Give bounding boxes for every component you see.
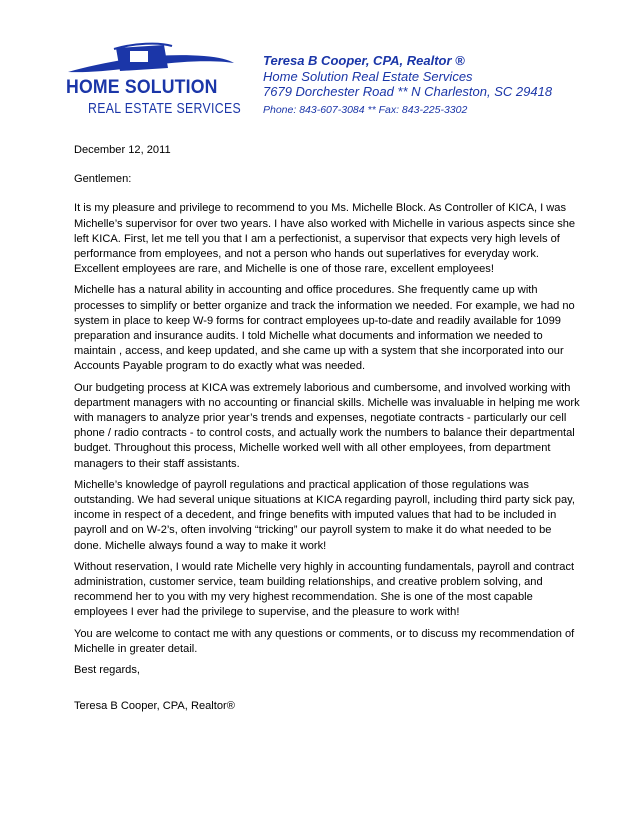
- letter-closing: Best regards,: [74, 664, 140, 677]
- logo-title: HOME SOLUTION: [66, 77, 218, 98]
- paragraph-line: Without reservation, I would rate Michelle very highly in accounting fundamentals, payroll and contract: [74, 560, 575, 573]
- paragraph-line: system in place to keep W-9 forms for contract employees up-to-date and readily available for 1099: [74, 314, 561, 327]
- paragraph-line: Our budgeting process at KICA was extremely laborious and cumbersome, and involved working with: [74, 381, 571, 394]
- paragraph-payroll: [74, 478, 574, 554]
- paragraph-intro: [74, 201, 574, 277]
- paragraph-line: done. Michelle always found a way to make it work!: [74, 539, 327, 552]
- letter-salutation: Gentlemen:: [74, 173, 132, 186]
- paragraph-line: processes to simplify or better organize and track the information we needed. For example, we had no: [74, 299, 575, 312]
- logo-subtitle: REAL ESTATE SERVICES: [88, 100, 242, 117]
- letter-body: [74, 143, 580, 721]
- paragraph-line: Michelle’s knowledge of payroll regulations and practical application of those regulations was: [74, 478, 529, 491]
- paragraph-line: Michelle’s supervisor for over two years. I have also worked with Michelle in various aspects since she: [74, 217, 576, 230]
- paragraph-line: Michelle has a natural ability in accounting and office procedures. She frequently came up with: [74, 284, 538, 297]
- paragraph-line: Michelle in greater detail.: [74, 642, 198, 655]
- paragraph-line: phone / radio contracts - to control costs, and actually work the numbers to balance their departmental: [74, 427, 575, 440]
- contact-company: Home Solution Real Estate Services: [263, 68, 473, 84]
- paragraph-line: recommend her to you with my very highest recommendation. She is one of the most capable: [74, 591, 533, 604]
- paragraph-line: employees I ever had the privilege to supervise, and the pleasure to work with!: [74, 606, 460, 619]
- paragraph-accounting: [74, 283, 574, 374]
- paragraph-recommendation: [74, 560, 574, 621]
- paragraph-line: payroll and on W-2’s, often involving “tricking” our payroll system to make it do what needed to be: [74, 524, 552, 537]
- letter-date: December 12, 2011: [74, 144, 171, 156]
- paragraph-line: You are welcome to contact me with any questions or comments, or to discuss my recommendation of: [74, 627, 575, 640]
- paragraph-line: preparation and insurance audits. I told Michelle what documents and information we needed to: [74, 330, 543, 343]
- contact-address: 7679 Dorchester Road ** N Charleston, SC 29418: [263, 84, 553, 99]
- contact-block: [263, 53, 552, 117]
- paragraph-line: It is my pleasure and privilege to recommend to you Ms. Michelle Block. As Controller of KICA, I was: [74, 202, 567, 215]
- paragraph-budgeting: [74, 381, 580, 472]
- paragraph-line: performance from employees, and not a person who hands out superlatives for everyday work.: [74, 248, 539, 261]
- paragraph-line: budget. Throughout this process, Michelle worked well with all other employees, from department: [74, 442, 551, 455]
- paragraph-contact: [74, 627, 574, 657]
- home-solution-logo: [64, 40, 242, 120]
- paragraph-line: outstanding. We had several unique situations at KICA regarding payroll, including third party sick pay,: [74, 494, 575, 507]
- paragraph-line: department managers with no accounting or financial skills. Michelle was invaluable in helping me work: [74, 396, 580, 409]
- contact-name: Teresa B Cooper, CPA, Realtor ®: [263, 53, 465, 68]
- house-logo-icon: [64, 40, 236, 82]
- contact-phone-fax: Phone: 843-607-3084 ** Fax: 843-225-3302: [263, 103, 468, 116]
- paragraph-line: income in respect of a decedent, and fringe benefits with imputed values that had to be included in: [74, 509, 557, 522]
- paragraph-line: administration, customer service, team building relationships, and creative problem solving, and: [74, 576, 543, 589]
- paragraph-line: left KICA. First, let me tell you that I am a perfectionist, a supervisor that expects very high levels of: [74, 232, 560, 245]
- paragraph-line: with managers to analyze prior year’s trends and expenses, negotiate contracts - particularly our cell: [74, 412, 567, 425]
- letter-signature: Teresa B Cooper, CPA, Realtor®: [74, 700, 235, 713]
- paragraph-line: Excellent employees are rare, and Michelle is one of those rare, excellent employees!: [74, 263, 494, 276]
- paragraph-line: maintain , access, and keep updated, and she came up with a system that she incorporated into our: [74, 345, 564, 358]
- paragraph-line: managers to their staff assistants.: [74, 457, 240, 470]
- paragraph-line: Accounts Payable program to do exactly what was needed.: [74, 360, 366, 373]
